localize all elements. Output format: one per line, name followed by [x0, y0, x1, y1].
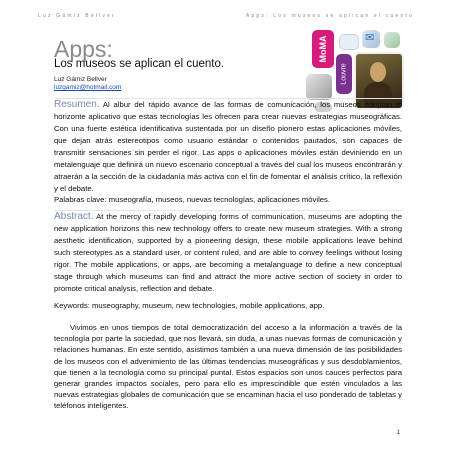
- paper-subtitle: Los museos se aplican el cuento.: [54, 58, 225, 70]
- running-head-title: Apps: Los museos se aplican el cuento: [245, 13, 414, 19]
- resumen-text: Al albur del rápido avance de las formas de comunicación, los museos adoptan el horizonte aplicativo que estas tecnologías les ofrecen para crear nuevas estrategias museográficas. Con una fuerte estética identificativa sustentada por un diseño pionero estas aplicaciones móviles, que dejan atrás estereotipos como usuario estándar o contenidos pautados, son capaces de transmitir sensaciones sin perder el rigor. Las apps o aplicaciones móviles están deviniendo en un metalenguaje que definirá un nuevo escenario conceptual a través del cual los museos encontrarán y atraerán a la sección de la ciudadanía más activa con el fin de fomentar el análisis crítico, la reflexión y el debate.: [54, 100, 402, 193]
- app-tile-gray: [306, 74, 332, 100]
- author-email-link[interactable]: luzgamiz@hotmail.com: [54, 84, 122, 91]
- running-head-author: Luz Gámiz Bellver: [38, 13, 116, 19]
- app-tile-light: [339, 34, 359, 50]
- resumen-label: Resumen.: [54, 99, 100, 110]
- mail-icon: ✉: [365, 32, 375, 44]
- moma-label: MoMA: [318, 35, 328, 63]
- moma-app-icon: [312, 30, 334, 68]
- louvre-label: Louvre: [340, 63, 348, 85]
- app-tile-green: [384, 32, 400, 48]
- louvre-app-icon: [336, 54, 352, 94]
- abstract-section: [54, 211, 402, 295]
- keywords: Keywords: museography, museum, new technologies, mobile applications, app.: [54, 301, 325, 310]
- abstract-text: At the mercy of rapidly developing forms of communication, museums are adopting the new application horizons this new technology offers to create new museum strategies. With a strong aesthetic identification, supported by a pioneering design, these mobile applications leave behind such stereotypes as a standard user, or content ruled, and are able to convey feelings without losing rigor. The mobile applications, or apps, are becoming a metalanguage to define a new conceptual stage through which museums can find and attract the more active section of society in order to promote critical analysis, reflection and debate.: [54, 212, 402, 293]
- page-number: 1: [396, 430, 400, 436]
- portrait-face: [370, 62, 386, 82]
- paper-title: Apps:: [54, 36, 113, 62]
- resumen-section: [54, 99, 402, 195]
- mail-app-icon: [362, 30, 380, 48]
- author-name: Luz Gámiz Bellver: [54, 76, 107, 83]
- body-paragraph: Vivimos en unos tiempos de total democratización del acceso a la información a través de la tecnología por parte la sociedad, que nos llevará, sin duda, a unas nuevas formas de comunicación y relaciones humanas. En este sentido, asistimos también a una nueva dimensión de las posibilidades de los museos con el advenimiento de las últimas tendencias museográficas y sus desdoblamientos, que tienen a la tecnología como su principal puntal. Estos espacios son unos cauces perfectos para generar grandes impactos sociales, pero para ello es imprescindible que estén vinculados a las nuevas estrategias globales de comunicación que se encaminan hacia el uso ponderado de tabletas y teléfonos inteligentes.: [54, 323, 402, 411]
- running-head: [38, 13, 414, 23]
- abstract-label: Abstract.: [54, 211, 94, 222]
- palabras-clave: Palabras clave: museografía, museos, nuevas tecnologías, aplicaciones móviles.: [54, 195, 331, 204]
